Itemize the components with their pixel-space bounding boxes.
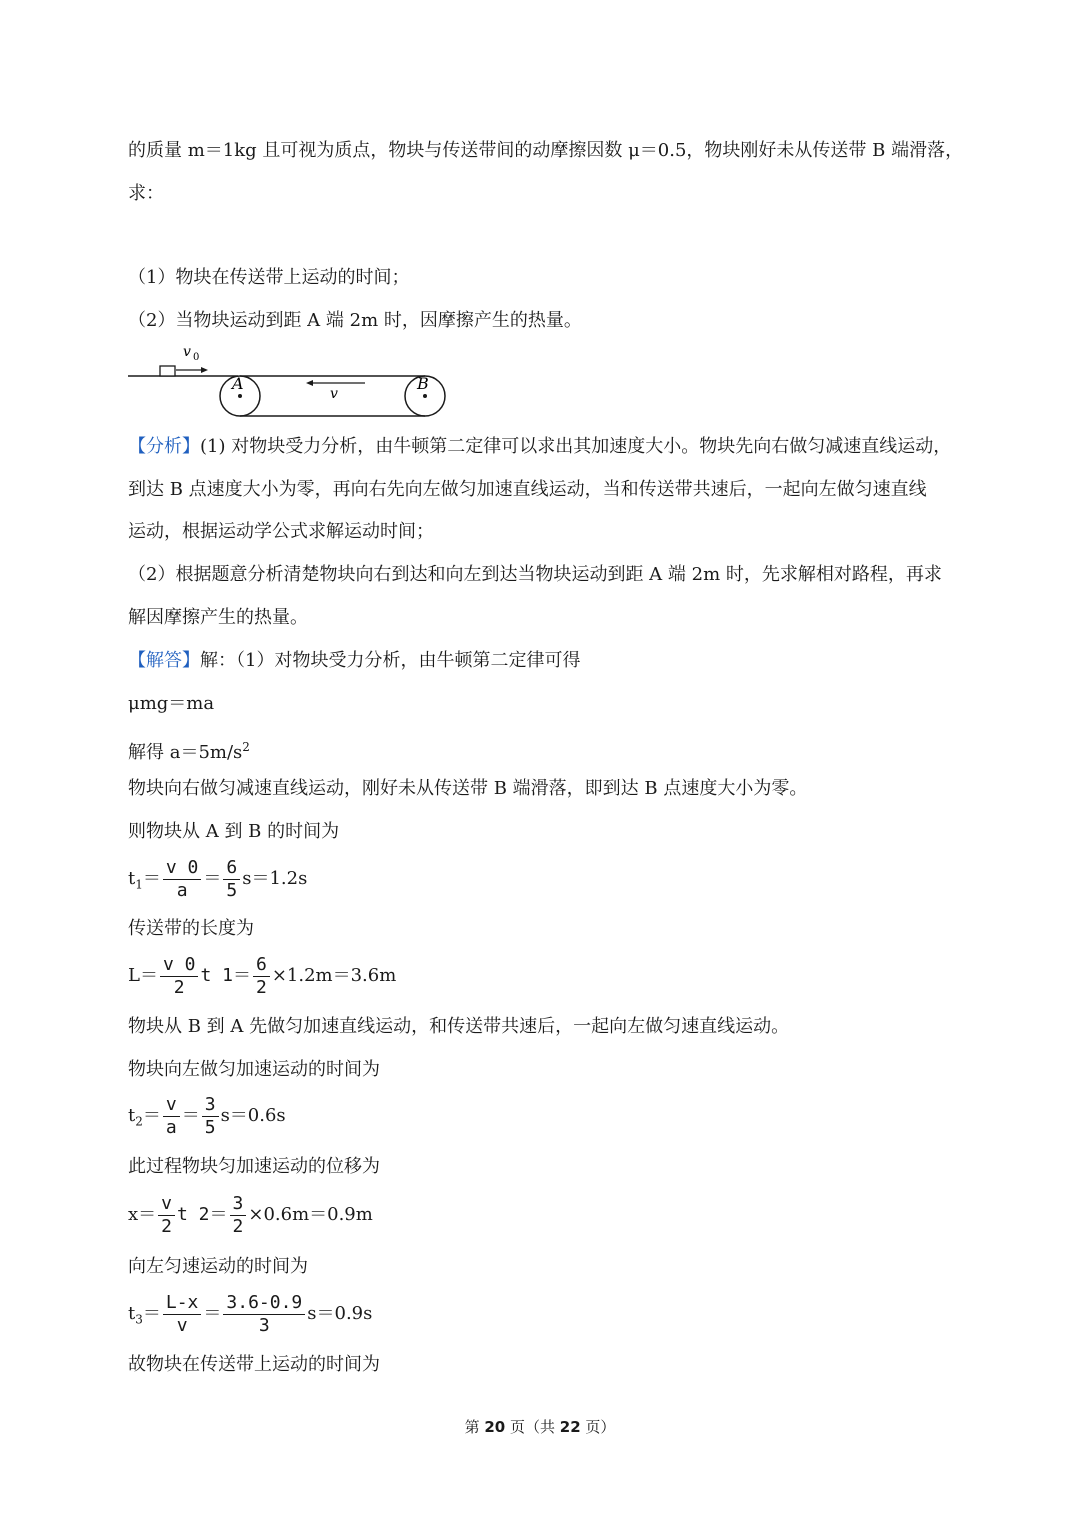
label-v: v bbox=[330, 386, 338, 402]
label-A: A bbox=[232, 374, 244, 393]
analysis-tag: 【分析】 bbox=[128, 436, 200, 457]
equation-acceleration: 解得 $a=5m/s^2$ bbox=[128, 740, 250, 763]
label-v0-sub: 0 bbox=[193, 352, 200, 363]
equation-t2: $t_2=$ $\frac{v}{a}$ ＝ $\frac{3}{5}$ s＝0.6s bbox=[128, 1093, 286, 1138]
solution-line: 物块向右做匀减速直线运动，刚好未从传送带 B 端滑落，即到达 B 点速度大小为零。 bbox=[128, 778, 808, 799]
analysis-line: 解因摩擦产生的热量。 bbox=[128, 607, 308, 628]
solution-line: 此过程物块匀加速运动的位移为 bbox=[128, 1156, 380, 1177]
equation-length: L＝ $\frac{v 0}{2}$ t 1＝ $\frac{6}{2}$ ×1.2m＝3.6m bbox=[128, 953, 397, 998]
conveyor-belt-diagram bbox=[126, 340, 456, 422]
page-footer: 第 20 页（共 22 页） bbox=[464, 1418, 616, 1436]
solution-line: 【解答】解：（1）对物块受力分析，由牛顿第二定律可得 bbox=[128, 650, 581, 671]
page-total: 22 bbox=[559, 1418, 581, 1436]
solution-line: 物块向左做匀加速运动的时间为 bbox=[128, 1059, 380, 1080]
equation-t1: $t_1=$ $\frac{v 0}{a}$ ＝ $\frac{6}{5}$ s＝1.2s bbox=[128, 856, 308, 901]
label-v0: v bbox=[183, 344, 191, 360]
problem-text-line: 的质量 m＝1kg 且可视为质点，物块与传送带间的动摩擦因数 μ＝0.5，物块刚好未从传送带 B 端滑落， bbox=[128, 140, 964, 161]
equation-displacement: x＝ $\frac{v}{2}$ t 2＝ $\frac{3}{2}$ ×0.6m＝0.9m bbox=[128, 1192, 373, 1237]
problem-text-line: 求： bbox=[128, 183, 164, 204]
question-1: （1）物块在传送带上运动的时间； bbox=[128, 267, 410, 288]
question-2: （2）当物块运动到距 A 端 2m 时，因摩擦产生的热量。 bbox=[128, 310, 582, 331]
analysis-line: 【分析】(1) 对物块受力分析，由牛顿第二定律可以求出其加速度大小。物块先向右做匀减速直线运动， bbox=[128, 436, 952, 457]
solution-line: 则物块从 A 到 B 的时间为 bbox=[128, 821, 340, 842]
analysis-line: （2）根据题意分析清楚物块向右到达和向左到达当物块运动到距 A 端 2m 时，先求解相对路程，再求 bbox=[128, 564, 942, 585]
solution-line: 故物块在传送带上运动的时间为 bbox=[128, 1354, 380, 1375]
solution-line: 向左匀速运动的时间为 bbox=[128, 1256, 308, 1277]
label-B: B bbox=[417, 374, 429, 393]
equation-t3: $t_3=$ $\frac{L-x}{v}$ ＝ $\frac{3.6-0.9}{3}$ s＝0.9s bbox=[128, 1291, 373, 1336]
analysis-line: 运动，根据运动学公式求解运动时间； bbox=[128, 521, 434, 542]
analysis-line: 到达 B 点速度大小为零，再向右先向左做匀加速直线运动，当和传送带共速后，一起向左做匀速直线 bbox=[128, 479, 927, 500]
block bbox=[160, 366, 175, 376]
solution-line: 物块从 B 到 A 先做匀加速直线运动，和传送带共速后，一起向左做匀速直线运动。 bbox=[128, 1016, 790, 1037]
solution-tag: 【解答】 bbox=[128, 650, 200, 671]
page-number: 20 bbox=[484, 1418, 506, 1436]
solution-line: 传送带的长度为 bbox=[128, 918, 254, 939]
equation-newton: μmg＝ma bbox=[128, 693, 215, 714]
